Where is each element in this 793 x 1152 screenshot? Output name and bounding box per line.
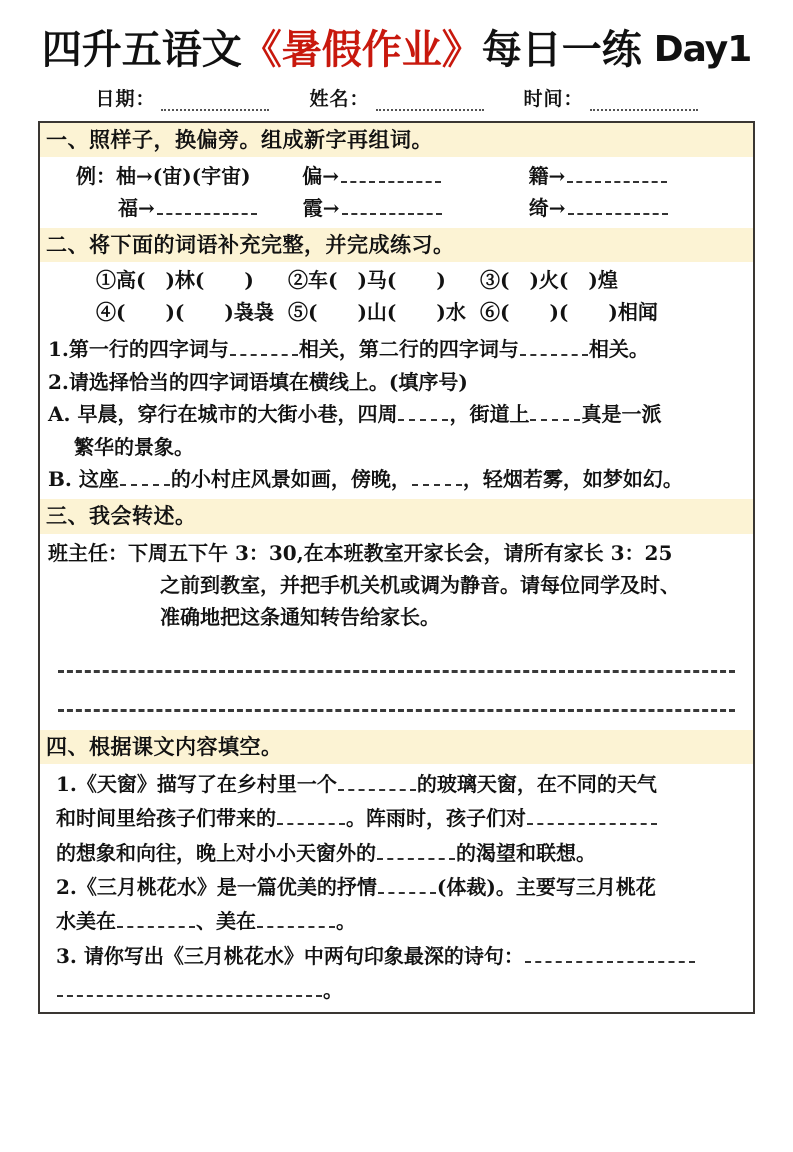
s4-q1-part-c: 和时间里给孩子们带来的: [56, 806, 276, 831]
s4-q1-line-1: [48, 767, 745, 801]
section-1-body: [40, 157, 753, 228]
s3-answer-line-2[interactable]: [58, 683, 735, 712]
s1-blank-4b[interactable]: [195, 199, 257, 215]
s3-line-1: 下周五下午 3：30,在本班教室开家长会，请所有家长 3：25: [128, 540, 673, 565]
s4-q2-blank-2[interactable]: [117, 912, 195, 928]
s1-item-4[interactable]: [118, 192, 303, 224]
date-label: 日期：: [95, 88, 156, 110]
s2-optA-part-3: 真是一派: [581, 402, 662, 427]
s2-word-6[interactable]: ⑥( )( )相闻: [480, 300, 658, 325]
s4-q3-part-a: 3. 请你写出《三月桃花水》中两句印象最深的诗句：: [56, 943, 524, 968]
s3-answer-area[interactable]: [48, 634, 745, 726]
s1-item-6-label: 绮→: [528, 196, 566, 221]
s4-q3-line-1: [48, 939, 745, 973]
s4-q1-blank-4[interactable]: [377, 844, 455, 860]
s2-q1-blank-2[interactable]: [520, 340, 588, 356]
section-2-word-list: [40, 262, 753, 330]
s1-item-5-label: 霞→: [302, 196, 340, 221]
section-1-heading: 一、照样子，换偏旁。组成新字再组词。: [40, 123, 753, 157]
s2-optA-part-2: ，街道上: [449, 402, 530, 427]
s2-q1-part-a: 1.第一行的四字词与: [48, 337, 229, 362]
s2-optB-part-1: B. 这座: [48, 466, 119, 491]
s2-option-a-line-2: 繁华的景象。: [74, 434, 194, 459]
s1-blank-2a[interactable]: [341, 167, 375, 183]
s1-blank-5b[interactable]: [380, 199, 442, 215]
time-input-blank[interactable]: [590, 94, 698, 111]
s1-item-2-label: 偏→: [302, 164, 340, 189]
s2-optB-blank-1[interactable]: [120, 470, 170, 486]
name-label: 姓名：: [309, 88, 370, 110]
s2-optB-part-2: 的小村庄风景如画，傍晚，: [170, 466, 411, 491]
s2-word-1[interactable]: ①高( )林( ): [96, 268, 254, 293]
s3-speech-line-3: 准确地把这条通知转告给家长。: [160, 605, 440, 630]
s3-answer-line-1[interactable]: [58, 644, 735, 673]
s4-q2-line-2: [48, 904, 745, 938]
s1-blank-4a[interactable]: [157, 199, 191, 215]
s2-question-2: 2.请选择恰当的四字词语填在横线上。(填序号): [48, 369, 468, 394]
s2-question-1: [48, 333, 745, 365]
section-2-heading: 二、将下面的词语补充完整，并完成练习。: [40, 228, 753, 262]
s4-q3-part-b: 。: [323, 978, 343, 1003]
s4-q2-part-a: 2.《三月桃花水》是一篇优美的抒情: [56, 875, 377, 900]
worksheet-page: [0, 26, 793, 1152]
s2-optB-part-3: ，轻烟若雾，如梦如幻。: [462, 466, 683, 491]
s4-q1-blank-3[interactable]: [527, 809, 657, 825]
s4-q2-part-e: 。: [336, 909, 356, 934]
s4-q1-part-d: 。阵雨时，孩子们对: [346, 806, 526, 831]
s2-option-a-line-1: [48, 398, 745, 430]
section-3-body: [40, 534, 753, 730]
s1-blank-2b[interactable]: [379, 167, 441, 183]
time-label: 时间：: [523, 88, 584, 110]
section-1-row-1: [48, 160, 745, 192]
meta-fields: [0, 84, 793, 111]
s1-item-5[interactable]: [303, 192, 529, 224]
name-field[interactable]: [309, 84, 483, 111]
date-field[interactable]: [95, 84, 269, 111]
s4-q3-line-2: [48, 973, 745, 1007]
s1-item-3[interactable]: [529, 160, 745, 192]
section-1-row-2: [48, 192, 745, 224]
s4-q1-blank-1[interactable]: [338, 775, 416, 791]
s4-q1-blank-2[interactable]: [277, 809, 345, 825]
s4-q1-part-a: 1.《天窗》描写了在乡村里一个: [56, 771, 337, 796]
s4-q2-part-c: 水美在: [56, 909, 116, 934]
s4-q2-part-d: 、美在: [196, 909, 256, 934]
section-2-questions: [40, 330, 753, 499]
s4-q1-part-b: 的玻璃天窗，在不同的天气: [416, 771, 657, 796]
s2-word-4[interactable]: ④( )( )袅袅: [96, 300, 274, 325]
s1-item-3-label: 籍→: [528, 164, 566, 189]
s4-q2-line-1: [48, 870, 745, 904]
section-2-row-2: [40, 296, 753, 328]
date-input-blank[interactable]: [161, 94, 269, 111]
s4-q1-line-2: [48, 801, 745, 835]
s2-q1-part-b: 相关，第二行的四字词与: [298, 337, 519, 362]
s1-item-2[interactable]: [302, 160, 528, 192]
s4-q1-part-f: 的渴望和联想。: [456, 840, 596, 865]
s3-speech-line-2: 之前到教室，并把手机关机或调为静音。请每位同学及时、: [160, 572, 680, 597]
s1-item-6[interactable]: [529, 192, 745, 224]
s3-speaker-label: 班主任：: [48, 540, 128, 565]
s4-q2-part-b: (体裁)。主要写三月桃花: [436, 875, 656, 900]
s4-q2-blank-3[interactable]: [257, 912, 335, 928]
s1-blank-6a[interactable]: [568, 199, 602, 215]
s2-optB-blank-2[interactable]: [412, 470, 462, 486]
s2-optA-blank-1[interactable]: [398, 405, 448, 421]
s2-q1-part-c: 相关。: [588, 337, 649, 362]
title-highlight: 《暑假作业》: [241, 26, 482, 73]
s4-q1-part-e: 的想象和向往，晚上对小小天窗外的: [56, 840, 376, 865]
title-prefix: 四升五语文: [41, 26, 242, 73]
s4-q2-blank-1[interactable]: [378, 878, 436, 894]
section-3-heading: 三、我会转述。: [40, 499, 753, 533]
example-item: 例：柚→(宙)(宇宙): [76, 164, 251, 189]
s2-optA-blank-2[interactable]: [530, 405, 580, 421]
s1-blank-3b[interactable]: [605, 167, 667, 183]
s1-blank-3a[interactable]: [567, 167, 601, 183]
s2-optA-part-1: A. 早晨，穿行在城市的大街小巷，四周: [48, 402, 398, 427]
s4-q1-line-3: [48, 836, 745, 870]
s4-q3-blank-2[interactable]: [57, 981, 322, 997]
s1-item-4-label: 福→: [118, 196, 155, 221]
title-suffix: 每日一练: [481, 26, 642, 73]
section-4-body: [40, 764, 753, 1012]
s2-q1-blank-1[interactable]: [230, 340, 298, 356]
s1-blank-6b[interactable]: [606, 199, 668, 215]
s2-word-3[interactable]: ③( )火( )煌: [480, 268, 618, 293]
s1-blank-5a[interactable]: [342, 199, 376, 215]
s4-q3-blank-1[interactable]: [525, 947, 695, 963]
section-2-row-1: [40, 264, 753, 296]
s2-option-b: [48, 463, 745, 495]
s2-word-2[interactable]: ②车( )马( ): [288, 268, 446, 293]
s3-speech-line-1: [48, 537, 745, 569]
s2-word-5[interactable]: ⑤( )山( )水: [288, 300, 466, 325]
worksheet-content-box: [38, 121, 755, 1014]
name-input-blank[interactable]: [376, 94, 484, 111]
page-title: [0, 26, 793, 73]
section-4-heading: 四、根据课文内容填空。: [40, 730, 753, 764]
title-day-label: Day1: [653, 29, 752, 70]
time-field[interactable]: [524, 84, 698, 111]
